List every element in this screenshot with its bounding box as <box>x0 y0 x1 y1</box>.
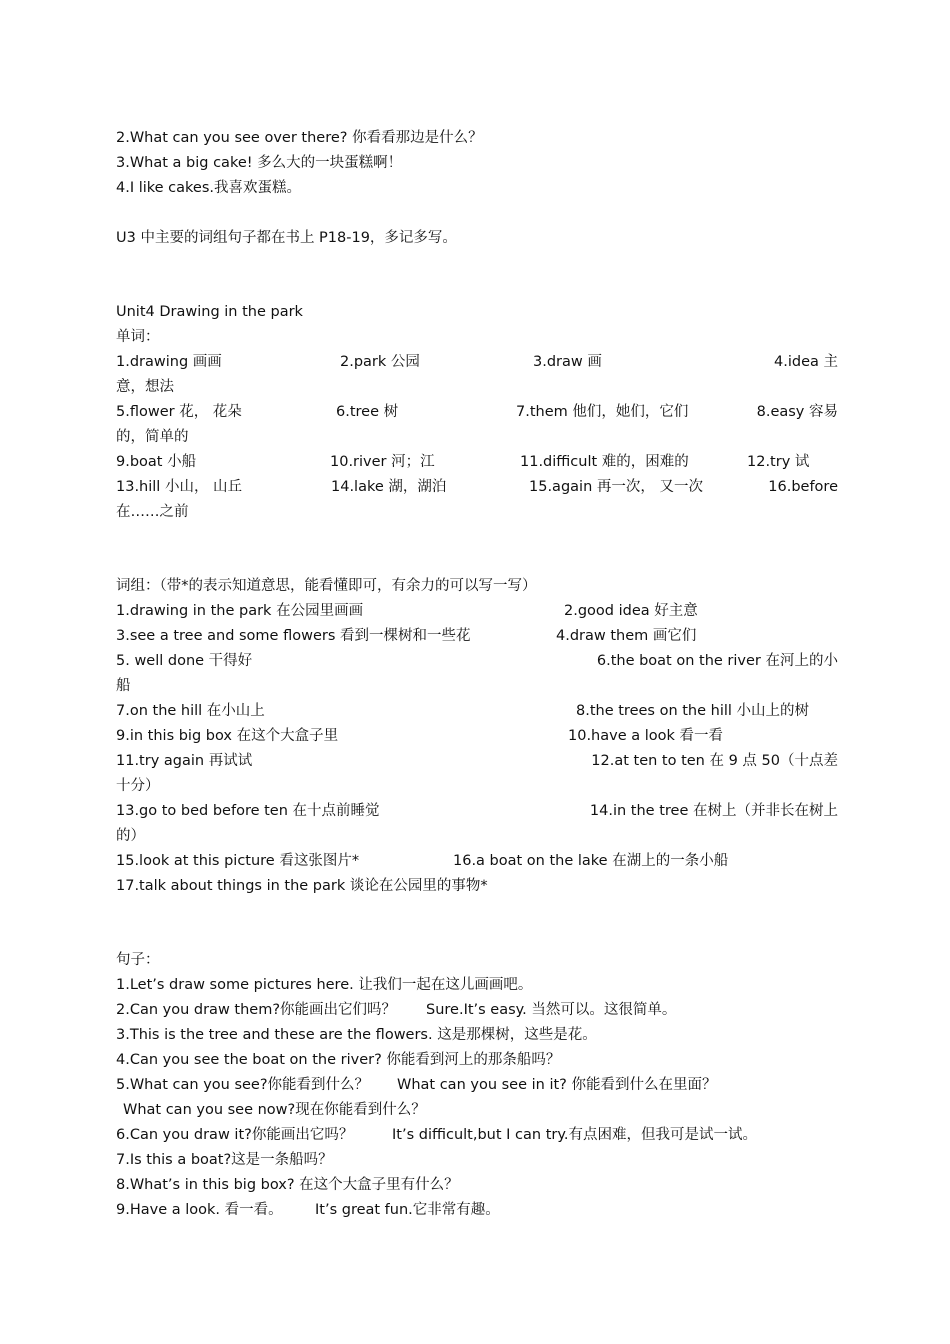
intro-sentence-4: 4.I like cakes.我喜欢蛋糕。 <box>116 180 302 196</box>
phrase-item: 12.at ten to ten 在 9 点 50（十点差 <box>591 753 838 769</box>
phrase-item: 4.draw them 画它们 <box>556 628 697 644</box>
u3-note: U3 中主要的词组句子都在书上 P18-19，多记多写。 <box>116 230 457 246</box>
phrase-item: 7.on the hill 在小山上 <box>116 703 265 719</box>
word-item: 13.hill 小山， 山丘 <box>116 479 243 495</box>
word-item: 16.before <box>768 479 838 495</box>
sentence-item: 9.Have a look. 看一看。 <box>116 1202 283 1218</box>
word-item: 15.again 再一次， 又一次 <box>529 479 703 495</box>
word-continuation: 在……之前 <box>116 504 189 520</box>
phrase-item: 1.drawing in the park 在公园里画画 <box>116 603 364 619</box>
word-item: 1.drawing 画画 <box>116 354 222 370</box>
unit4-title: Unit4 Drawing in the park <box>116 304 303 320</box>
word-item: 5.flower 花， 花朵 <box>116 404 242 420</box>
sentence-item: 7.Is this a boat?这是一条船吗？ <box>116 1152 333 1168</box>
word-item: 12.try 试 <box>747 454 810 470</box>
word-item: 8.easy 容易 <box>756 404 838 420</box>
word-item: 14.lake 湖，湖泊 <box>331 479 447 495</box>
phrase-continuation: 十分） <box>116 778 160 794</box>
words-heading: 单词： <box>116 329 160 345</box>
sentence-item: 3.This is the tree and these are the flowers. 这是那棵树，这些是花。 <box>116 1027 597 1043</box>
phrase-item: 2.good idea 好主意 <box>564 603 698 619</box>
word-item: 3.draw 画 <box>533 354 602 370</box>
phrase-item: 9.in this big box 在这个大盒子里 <box>116 728 339 744</box>
word-continuation: 意，想法 <box>116 379 174 395</box>
sentence-item: 2.Can you draw them?你能画出它们吗？ <box>116 1002 397 1018</box>
word-item: 7.them 他们，她们，它们 <box>516 404 689 420</box>
word-item: 6.tree 树 <box>336 404 399 420</box>
phrase-item: 16.a boat on the lake 在湖上的一条小船 <box>453 853 729 869</box>
phrase-item: 15.look at this picture 看这张图片* <box>116 853 360 869</box>
phrase-item: 17.talk about things in the park 谈论在公园里的事物* <box>116 878 488 894</box>
sentence-item: 5.What can you see?你能看到什么？ <box>116 1077 370 1093</box>
intro-sentence-2: 2.What can you see over there? 你看看那边是什么？ <box>116 130 483 146</box>
sentence-item: 8.What’s in this big box? 在这个大盒子里有什么？ <box>116 1177 459 1193</box>
phrase-continuation: 船 <box>116 678 131 694</box>
phrases-heading: 词组：（带*的表示知道意思，能看懂即可，有余力的可以写一写） <box>116 578 537 594</box>
word-continuation: 的，简单的 <box>116 429 189 445</box>
word-item: 11.difficult 难的，困难的 <box>520 454 689 470</box>
phrase-continuation: 的） <box>116 828 145 844</box>
sentence-item: 6.Can you draw it?你能画出它吗？ <box>116 1127 354 1143</box>
sentence-item: What can you see now?现在你能看到什么？ <box>123 1102 426 1118</box>
sentence-item: It’s great fun.它非常有趣。 <box>315 1202 500 1218</box>
sentence-item: 1.Let’s draw some pictures here. 让我们一起在这儿画画吧。 <box>116 977 533 993</box>
phrase-item: 3.see a tree and some flowers 看到一棵树和一些花 <box>116 628 471 644</box>
sentences-heading: 句子： <box>116 952 160 968</box>
phrase-item: 10.have a look 看一看 <box>568 728 724 744</box>
word-item: 2.park 公园 <box>340 354 420 370</box>
phrase-item: 5. well done 干得好 <box>116 653 253 669</box>
phrase-item: 8.the trees on the hill 小山上的树 <box>576 703 810 719</box>
sentence-item: What can you see in it? 你能看到什么在里面？ <box>397 1077 717 1093</box>
phrase-item: 13.go to bed before ten 在十点前睡觉 <box>116 803 380 819</box>
sentence-item: Sure.It’s easy. 当然可以。这很简单。 <box>426 1002 677 1018</box>
sentence-item: 4.Can you see the boat on the river? 你能看到河上的那条船吗？ <box>116 1052 561 1068</box>
phrase-item: 11.try again 再试试 <box>116 753 253 769</box>
word-item: 10.river 河；江 <box>330 454 435 470</box>
phrase-item: 14.in the tree 在树上（并非长在树上 <box>589 803 838 819</box>
word-item: 4.idea 主 <box>774 354 838 370</box>
intro-sentence-3: 3.What a big cake! 多么大的一块蛋糕啊！ <box>116 155 403 171</box>
sentence-item: It’s difficult,but I can try.有点困难，但我可是试一试。 <box>392 1127 757 1143</box>
phrase-item: 6.the boat on the river 在河上的小 <box>596 653 838 669</box>
word-item: 9.boat 小船 <box>116 454 197 470</box>
